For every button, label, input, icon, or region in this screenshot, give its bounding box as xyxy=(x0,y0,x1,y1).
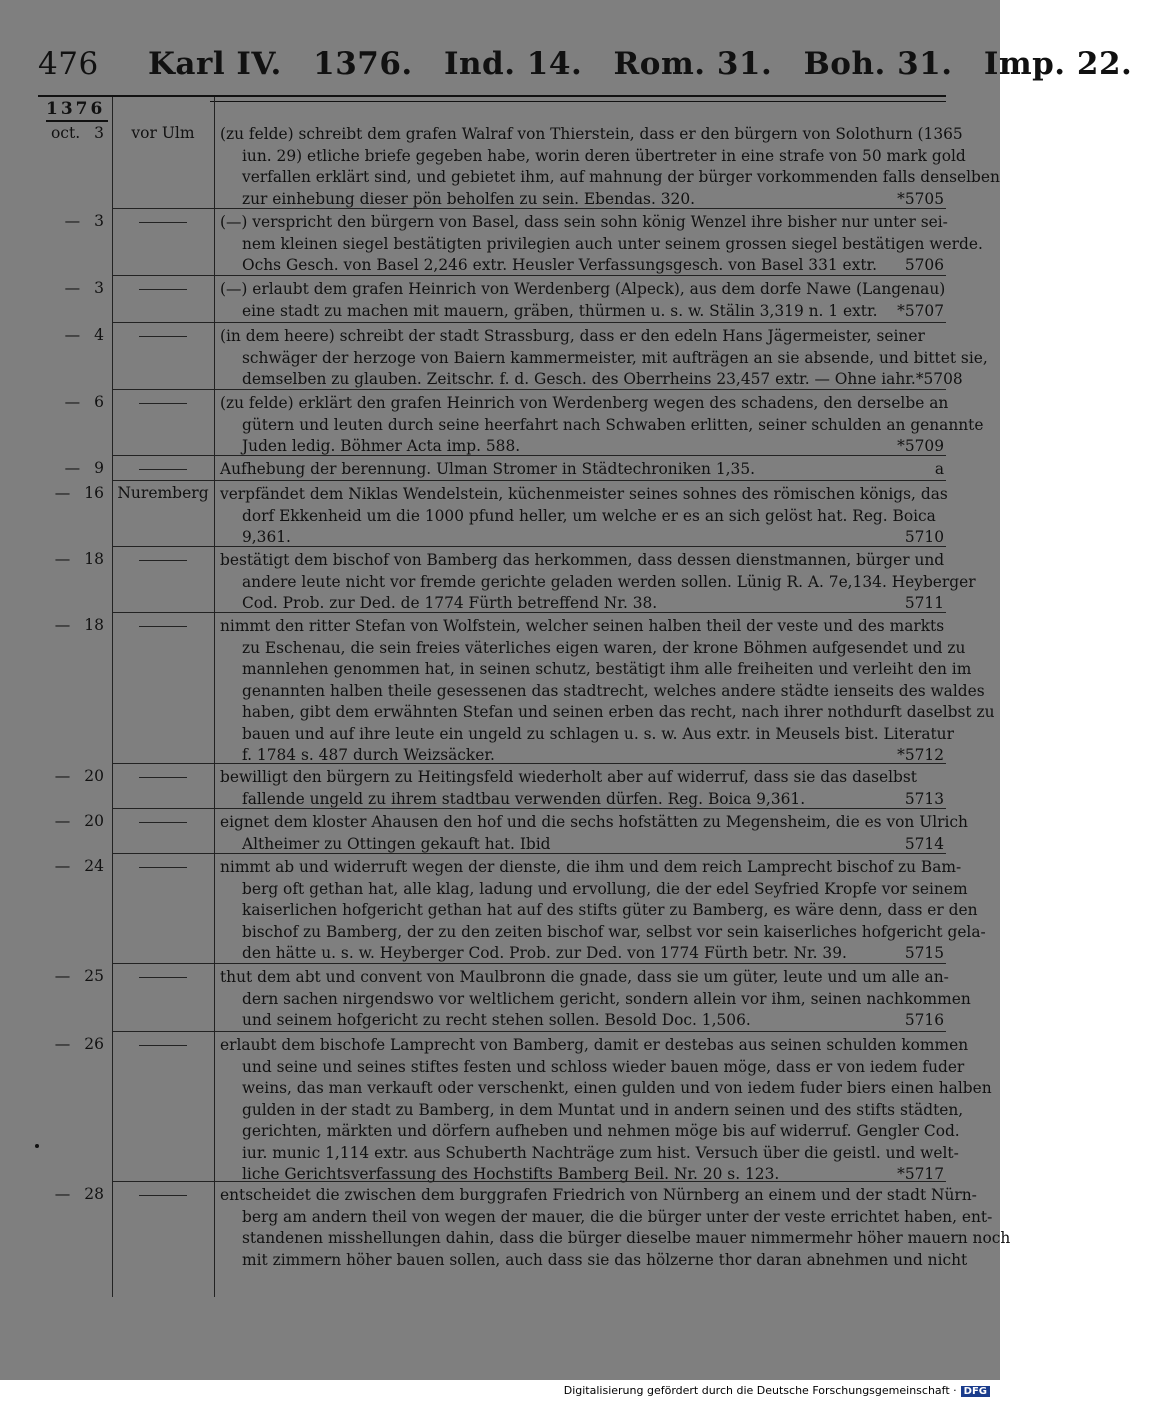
entry-place xyxy=(116,393,210,411)
ditto-dash xyxy=(139,469,187,470)
entry-line: verfallen erklärt sind, und gebietet ihm, auf mahnung der bürger vorkommenden falls denselben xyxy=(242,168,1000,186)
header-ind: Ind. 14. xyxy=(444,46,583,82)
entry-day: 6 xyxy=(94,393,104,411)
entry-day: 28 xyxy=(84,1185,104,1203)
entry-line: (zu felde) schreibt dem grafen Walraf von Thierstein, dass er den bürgern von Solothurn (1365 xyxy=(220,125,963,143)
ditto-dash xyxy=(139,289,187,290)
entry-text xyxy=(220,124,1000,210)
entry-place xyxy=(116,967,210,985)
entry-month: — xyxy=(54,550,71,568)
entry-number: 5710 xyxy=(904,528,944,546)
entry-month: — xyxy=(54,767,71,785)
entry-last-line xyxy=(220,943,944,965)
header-year: 1376. xyxy=(313,46,413,82)
page-number: 476 xyxy=(38,46,99,82)
entry-date xyxy=(40,812,104,830)
entry-text xyxy=(220,1185,1011,1271)
entry-place: Nuremberg xyxy=(117,484,209,502)
entry-place xyxy=(116,279,210,297)
entry-place xyxy=(116,459,210,477)
entry-line: bischof zu Bamberg, der zu den zeiten bischof war, selbst vor sein kaiserliches hofgericht gela- xyxy=(242,922,986,941)
entry-last-line xyxy=(220,1164,944,1186)
entry-last-line xyxy=(220,301,944,323)
entry-text xyxy=(220,767,944,810)
entry-day: 16 xyxy=(84,484,104,502)
entry-text xyxy=(220,326,988,391)
entry-line: zu Eschenau, die sein freies väterliches eigen waren, der krone Böhmen aufgesendet und zu xyxy=(242,638,966,657)
entry-line: bestätigt dem bischof von Bamberg das herkommen, dass dessen dienstmannen, bürger und xyxy=(220,551,945,569)
entry-day: 3 xyxy=(94,212,104,230)
entry-month: — xyxy=(54,1035,71,1053)
entry-number: a xyxy=(934,460,944,478)
entry-number: 5706 xyxy=(904,256,944,274)
entry-line: kaiserlichen hofgericht gethan hat auf des stifts güter zu Bamberg, es wäre denn, dass er den xyxy=(242,901,978,919)
entry-separator xyxy=(112,853,946,854)
entry-date xyxy=(40,857,104,875)
entry-line: gütern und leuten durch seine heerfahrt nach Schwaben erlitten, seiner schulden an genannte xyxy=(242,415,984,434)
entry-separator xyxy=(112,1181,946,1182)
ditto-dash xyxy=(139,222,187,223)
entry-day: 24 xyxy=(84,857,104,875)
entry-month: oct. xyxy=(50,124,81,142)
entry-separator xyxy=(112,480,946,481)
entry-source: 9,361. xyxy=(242,528,291,546)
entry-line: und seine und seines stiftes festen und schloss wieder bauen möge, dass er von iedem fuder xyxy=(242,1057,965,1076)
entry-line: erlaubt dem bischofe Lamprecht von Bamberg, damit er destebas aus seinen schulden kommen xyxy=(220,1036,969,1054)
entry-last-line xyxy=(220,369,963,391)
entry-separator xyxy=(112,389,946,390)
entry-last-line xyxy=(220,189,944,211)
entry-month: — xyxy=(54,1185,71,1203)
entry-text xyxy=(220,812,968,855)
entry-text xyxy=(220,484,948,549)
entry-line: genannten halben theile gesessenen das stadtrecht, welches andere städte ienseits des waldes xyxy=(242,681,985,700)
entry-line: andere leute nicht vor fremde gerichte geladen werden sollen. Lünig R. A. 7e,134. Heyberger xyxy=(242,572,976,591)
entry-day: 18 xyxy=(84,616,104,634)
entry-date xyxy=(40,459,104,477)
header-rule-thin xyxy=(210,101,946,102)
entry-day: 3 xyxy=(94,124,104,142)
entry-separator xyxy=(112,808,946,809)
entry-place xyxy=(116,550,210,568)
ditto-dash xyxy=(139,403,187,404)
entry-separator xyxy=(112,455,946,456)
entry-place: vor Ulm xyxy=(131,124,195,142)
header-imp: Imp. 22. xyxy=(983,46,1133,82)
column-divider-date xyxy=(112,97,113,1297)
ditto-dash xyxy=(139,822,187,823)
entry-line: (zu felde) erklärt den grafen Heinrich von Werdenberg wegen des schadens, den derselbe an xyxy=(220,394,949,412)
header-rom: Rom. 31. xyxy=(613,46,773,82)
entry-date xyxy=(40,124,104,142)
ditto-dash xyxy=(139,626,187,627)
entry-line: dorf Ekkenheid um die 1000 pfund heller, um welche er es an sich gelöst hat. Reg. Boica xyxy=(242,506,936,525)
entry-day: 25 xyxy=(84,967,104,985)
entry-source: eine stadt zu machen mit mauern, gräben, thürmen u. s. w. Stälin 3,319 n. 1 extr. xyxy=(242,301,878,320)
entry-line: iur. munic 1,114 extr. aus Schuberth Nachträge zum hist. Versuch über die geistl. und welt- xyxy=(242,1143,959,1162)
entry-line: entscheidet die zwischen dem burggrafen Friedrich von Nürnberg an einem und der stadt Nürn- xyxy=(220,1186,977,1204)
entry-separator xyxy=(112,546,946,547)
entry-line: nimmt ab und widerruft wegen der dienste, die ihm und dem reich Lamprecht bischof zu Bam- xyxy=(220,858,962,876)
entry-line: berg am andern theil von wegen der mauer, die die bürger unter der veste errichtet haben, ent- xyxy=(242,1207,993,1226)
entry-line: (—) verspricht den bürgern von Basel, dass sein sohn könig Wenzel ihre bisher nur unter sei- xyxy=(220,213,948,231)
entry-number: 5716 xyxy=(904,1011,944,1029)
entry-number: 5711 xyxy=(904,594,944,612)
entry-text xyxy=(220,279,944,322)
entry-month: — xyxy=(54,967,71,985)
entry-last-line xyxy=(220,255,944,277)
entry-source: Ochs Gesch. von Basel 2,246 extr. Heusler Verfassungsgesch. von Basel 331 extr. xyxy=(242,256,878,274)
entry-source: liche Gerichtsverfassung des Hochstifts Bamberg Beil. Nr. 20 s. 123. xyxy=(242,1165,780,1183)
entry-line: standenen misshellungen dahin, dass die bürger dieselbe mauer nimmermehr höher mauern noch xyxy=(242,1229,1011,1247)
entry-source: zur einhebung dieser pön beholfen zu sein. Ebendas. 320. xyxy=(242,189,696,208)
year-label: 1376 xyxy=(46,99,108,122)
entry-line: gulden in der stadt zu Bamberg, in dem Muntat und in andern seinen und des stifts städten, xyxy=(242,1100,964,1119)
entry-separator xyxy=(112,763,946,764)
ditto-dash xyxy=(139,336,187,337)
ditto-dash xyxy=(139,560,187,561)
entry-month: — xyxy=(64,326,81,344)
entry-text xyxy=(220,857,986,965)
entry-line: bauen und auf ihre leute ein ungeld zu schlagen u. s. w. Aus extr. in Meusels bist. Literatur xyxy=(242,724,954,743)
entry-place xyxy=(116,212,210,230)
entry-day: 4 xyxy=(94,326,104,344)
entry-text xyxy=(220,1035,992,1186)
entry-last-line xyxy=(220,459,944,481)
footer-text: Digitalisierung gefördert durch die Deutsche Forschungsgemeinschaft · xyxy=(563,1384,957,1397)
entry-day: 20 xyxy=(84,812,104,830)
entry-text xyxy=(220,393,984,458)
entry-separator xyxy=(112,1031,946,1032)
entry-date xyxy=(40,484,104,502)
entry-place xyxy=(116,1185,210,1203)
entry-source: Aufhebung der berennung. Ulman Stromer in Städtechroniken 1,35. xyxy=(220,460,756,478)
entry-number: 5714 xyxy=(904,834,944,853)
entry-source: den hätte u. s. w. Heyberger Cod. Prob. zur Ded. von 1774 Fürth betr. Nr. 39. xyxy=(242,944,847,962)
entry-text xyxy=(220,212,983,277)
entry-place xyxy=(116,812,210,830)
entry-source: Juden ledig. Böhmer Acta imp. 588. xyxy=(242,437,521,455)
entry-source: und seinem hofgericht zu recht stehen sollen. Besold Doc. 1,506. xyxy=(242,1011,751,1029)
entry-date xyxy=(40,393,104,411)
entry-day: 20 xyxy=(84,767,104,785)
entry-last-line xyxy=(220,789,944,811)
entry-last-line xyxy=(220,834,944,856)
margin-dot xyxy=(35,1144,39,1148)
entry-text xyxy=(220,459,944,481)
entry-date xyxy=(40,326,104,344)
entry-line: schwäger der herzoge von Baiern kammermeister, mit aufträgen an sie absende, und bittet sie, xyxy=(242,348,988,367)
entry-line: bewilligt den bürgern zu Heitingsfeld wiederholt aber auf widerruf, dass sie das daselbst xyxy=(220,768,917,786)
dfg-logo: DFG xyxy=(961,1386,990,1397)
entry-day: 9 xyxy=(94,459,104,477)
entry-line: weins, das man verkauft oder verschenkt, einen gulden und von iedem fuder biers einen halben xyxy=(242,1079,992,1097)
column-divider-place xyxy=(214,97,215,1297)
entry-date xyxy=(40,967,104,985)
entry-source: Cod. Prob. zur Ded. de 1774 Fürth betreffend Nr. 38. xyxy=(242,594,658,612)
entry-last-line xyxy=(220,1010,944,1032)
ditto-dash xyxy=(139,867,187,868)
entry-separator xyxy=(112,612,946,613)
entry-place xyxy=(116,1035,210,1053)
entry-number: *5712 xyxy=(897,746,944,764)
entry-line: dern sachen nirgendswo vor weltlichem gericht, sondern allein vor ihm, seinen nachkommen xyxy=(242,989,971,1008)
entry-line: nimmt den ritter Stefan von Wolfstein, welcher seinen halben theil der veste und des markts xyxy=(220,617,945,635)
entry-line: thut dem abt und convent von Maulbronn die gnade, dass sie um güter, leute und um alle an- xyxy=(220,968,949,986)
entry-number: *5709 xyxy=(897,437,944,455)
entry-separator xyxy=(112,322,946,323)
ditto-dash xyxy=(139,777,187,778)
entry-month: — xyxy=(54,857,71,875)
entry-day: 18 xyxy=(84,550,104,568)
entry-line: eignet dem kloster Ahausen den hof und die sechs hofstätten zu Megensheim, die es von Ulrich xyxy=(220,813,968,831)
entry-separator xyxy=(112,208,946,209)
entry-place xyxy=(116,767,210,785)
entry-line: (—) erlaubt dem grafen Heinrich von Werdenberg (Alpeck), aus dem dorfe Nawe (Langenau) xyxy=(220,280,946,298)
entry-line: haben, gibt dem erwähnten Stefan und seinen erben das recht, nach ihrer nothdurft daselbst zu xyxy=(242,703,995,721)
entry-date xyxy=(40,212,104,230)
entry-number: *5717 xyxy=(897,1165,944,1183)
entry-month: — xyxy=(64,212,81,230)
entry-line: iun. 29) etliche briefe gegeben habe, worin deren übertreter in eine strafe von 50 mark gold xyxy=(242,146,966,165)
entry-place xyxy=(116,857,210,875)
entry-text xyxy=(220,550,976,615)
digitization-footer xyxy=(560,1384,990,1397)
ditto-dash xyxy=(139,1195,187,1196)
entry-source: Altheimer zu Ottingen gekauft hat. Ibid xyxy=(242,834,551,853)
entry-month: — xyxy=(54,484,71,502)
entry-number: *5707 xyxy=(897,301,944,320)
entry-day: 3 xyxy=(94,279,104,297)
entry-line: berg oft gethan hat, alle klag, ladung und ervollung, die der edel Seyfried Kropfe vor seinem xyxy=(242,879,968,898)
entry-line: nem kleinen siegel bestätigten privilegien auch unter seinem grossen siegel bestätigen werde. xyxy=(242,234,983,253)
entry-line: mannlehen genommen hat, in seinen schutz, bestätigt ihm alle freiheiten und verleiht den im xyxy=(242,660,972,678)
entry-text xyxy=(220,967,971,1032)
entry-line: mit zimmern höher bauen sollen, auch dass sie das hölzerne thor daran abnehmen und nicht xyxy=(242,1250,968,1269)
entry-date xyxy=(40,767,104,785)
entry-text xyxy=(220,616,995,767)
entry-number: 5715 xyxy=(904,944,944,962)
ditto-dash xyxy=(139,977,187,978)
entry-number: 5713 xyxy=(904,789,944,808)
running-header xyxy=(38,46,1152,86)
entry-date xyxy=(40,1185,104,1203)
entry-month: — xyxy=(64,279,81,297)
entry-date xyxy=(40,279,104,297)
entry-source: fallende ungeld zu ihrem stadtbau verwenden dürfen. Reg. Boica 9,361. xyxy=(242,789,806,808)
entry-separator xyxy=(112,275,946,276)
header-title: Karl IV. xyxy=(147,46,282,82)
entry-line: (in dem heere) schreibt der stadt Strassburg, dass er den edeln Hans Jägermeister, seiner xyxy=(220,327,925,345)
entry-month: — xyxy=(54,616,71,634)
entry-date xyxy=(40,1035,104,1053)
entry-place xyxy=(116,616,210,634)
entry-line: gerichten, märkten und dörfern aufheben und nehmen möge bis auf widerruf. Gengler Cod. xyxy=(242,1122,960,1140)
header-boh: Boh. 31. xyxy=(803,46,953,82)
entry-number: *5705 xyxy=(897,189,944,208)
entry-source: f. 1784 s. 487 durch Weizsäcker. xyxy=(242,746,495,764)
entry-separator xyxy=(112,963,946,964)
entry-day: 26 xyxy=(84,1035,104,1053)
header-rule xyxy=(38,95,946,97)
entry-month: — xyxy=(64,393,81,411)
entry-date xyxy=(40,616,104,634)
entry-line: verpfändet dem Niklas Wendelstein, küchenmeister seines sohnes des römischen königs, das xyxy=(220,485,948,503)
entry-month: — xyxy=(54,812,71,830)
entry-date xyxy=(40,550,104,568)
entry-number: *5708 xyxy=(915,370,963,388)
entry-place xyxy=(116,326,210,344)
entry-month: — xyxy=(64,459,81,477)
ditto-dash xyxy=(139,1045,187,1046)
entry-source: demselben zu glauben. Zeitschr. f. d. Gesch. des Oberrheins 23,457 extr. — Ohne iahr. xyxy=(242,370,916,388)
